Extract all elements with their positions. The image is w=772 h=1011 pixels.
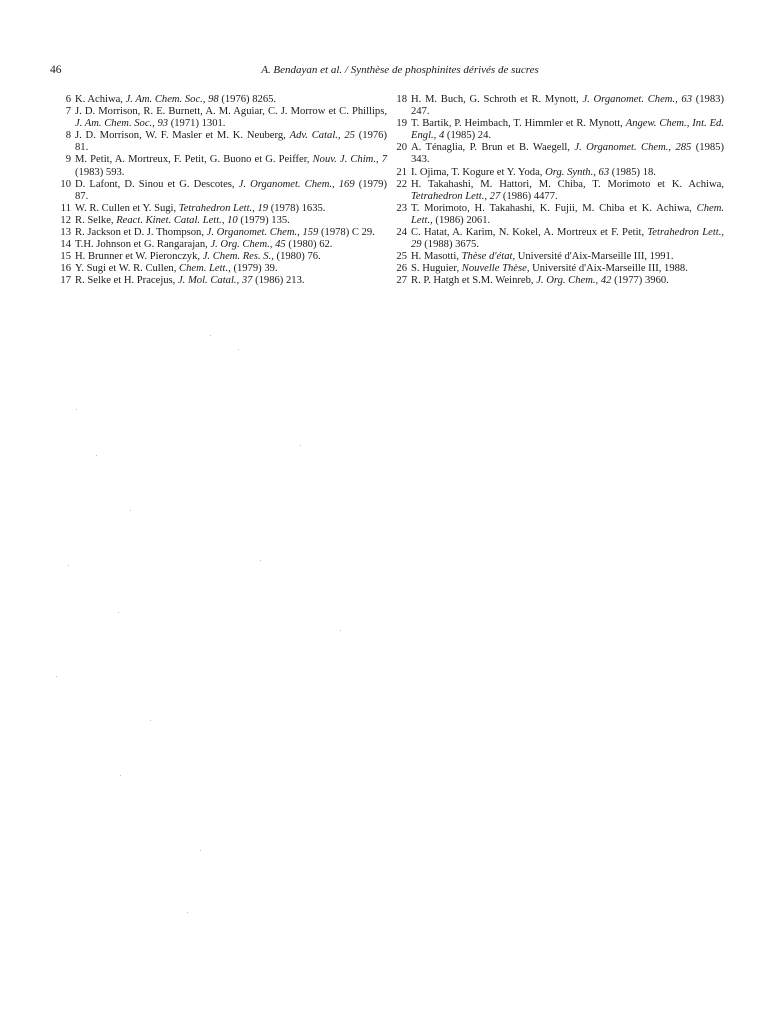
- citation-text: (1980) 76.: [273, 251, 321, 263]
- citation-source: J. Chem. Res. S.,: [202, 251, 274, 263]
- citation-source: Tetrahedron Lett., 27: [411, 190, 501, 202]
- citation-text: K. Achiwa,: [75, 94, 126, 105]
- reference-text: [411, 263, 724, 275]
- citation-text: I. Ojima, T. Kogure et Y. Yoda,: [411, 166, 546, 178]
- scan-speck: [260, 560, 261, 561]
- reference-entry: [388, 179, 724, 203]
- citation-text: H. Masotti,: [411, 251, 462, 263]
- citation-text: (1986) 4477.: [500, 190, 558, 202]
- citation-text: (1988) 3675.: [421, 239, 479, 251]
- reference-number: 13: [60, 227, 71, 239]
- reference-entry: [388, 203, 724, 227]
- reference-text: [411, 251, 724, 263]
- reference-number: 7: [65, 106, 71, 118]
- citation-text: (1985) 343.: [411, 142, 724, 166]
- reference-entry: [388, 142, 724, 166]
- reference-text: [75, 106, 387, 130]
- reference-text: [75, 263, 387, 275]
- citation-text: (1977) 3960.: [611, 275, 669, 287]
- scan-speck: [118, 612, 119, 613]
- citation-source: Thèse d'état: [461, 251, 513, 263]
- reference-text: [75, 130, 387, 154]
- scan-speck: [300, 445, 301, 446]
- citation-text: (1983) 593.: [75, 166, 125, 178]
- reference-entry: [52, 130, 387, 154]
- citation-text: (1986) 213.: [252, 275, 305, 287]
- reference-text: [75, 239, 387, 251]
- reference-text: [411, 142, 724, 166]
- citation-text: (1979) 135.: [237, 214, 290, 226]
- reference-number: 22: [396, 178, 407, 190]
- citation-source: Org. Synth., 63: [545, 166, 610, 178]
- scan-speck: [238, 349, 239, 350]
- reference-entry: [388, 263, 724, 275]
- citation-text: (1983) 247.: [411, 94, 724, 118]
- citation-text: (1985) 24.: [444, 130, 492, 142]
- citation-text: D. Lafont, D. Sinou et G. Descotes,: [75, 178, 239, 190]
- citation-text: T. Morimoto, H. Takahashi, K. Fujii, M. Chiba et K. Achiwa,: [411, 202, 697, 214]
- reference-entry: [388, 275, 724, 287]
- scan-speck: [187, 912, 188, 913]
- reference-text: [75, 251, 387, 263]
- reference-entry: [52, 106, 387, 130]
- reference-text: [75, 179, 387, 203]
- reference-number: 6: [65, 94, 71, 105]
- citation-source: J. Mol. Catal., 37: [177, 275, 253, 287]
- reference-number: 21: [396, 166, 407, 178]
- reference-entry: [388, 227, 724, 251]
- reference-entry: [52, 227, 387, 239]
- citation-source: Chem. Lett.,: [411, 202, 724, 226]
- reference-entry: [388, 167, 724, 179]
- reference-number: 23: [396, 202, 407, 214]
- citation-source: Angew. Chem., Int. Ed. Engl., 4: [411, 118, 724, 142]
- citation-text: (1976) 81.: [75, 130, 387, 154]
- reference-number: 19: [396, 118, 407, 130]
- scan-speck: [120, 775, 121, 776]
- citation-source: Nouvelle Thèse: [461, 263, 527, 275]
- citation-text: T.H. Johnson et G. Rangarajan,: [75, 239, 211, 251]
- citation-text: R. Selke,: [75, 214, 117, 226]
- citation-text: (1971) 1301.: [168, 118, 226, 130]
- citation-text: , Université d'Aix-Marseille III, 1988.: [526, 263, 688, 275]
- citation-text: (1979) 39.: [230, 263, 278, 275]
- reference-number: 18: [396, 94, 407, 105]
- reference-text: [411, 275, 724, 287]
- citation-source: J. Organomet. Chem., 169: [238, 178, 355, 190]
- reference-entry: [52, 251, 387, 263]
- citation-source: Tetrahedron Lett., 29: [411, 227, 724, 251]
- reference-number: 9: [65, 154, 71, 166]
- reference-number: 14: [60, 239, 71, 251]
- citation-text: M. Petit, A. Mortreux, F. Petit, G. Buono et G. Peiffer,: [75, 154, 313, 166]
- reference-text: [75, 94, 387, 106]
- reference-text: [75, 203, 387, 215]
- scan-speck: [340, 630, 341, 631]
- citation-text: J. D. Morrison, W. F. Masler et M. K. Neuberg,: [75, 130, 290, 142]
- citation-source: J. Organomet. Chem., 159: [206, 227, 319, 239]
- reference-text: [75, 154, 387, 178]
- reference-number: 12: [60, 214, 71, 226]
- reference-number: 15: [60, 251, 71, 263]
- citation-source: J. Am. Chem. Soc., 98: [125, 94, 219, 105]
- running-head: A. Bendayan et al. / Synthèse de phosphinites dérivés de sucres: [261, 64, 539, 76]
- citation-text: (1978) 1635.: [268, 202, 326, 214]
- citation-text: (1976) 8265.: [218, 94, 277, 105]
- citation-text: R. Jackson et D. J. Thompson,: [75, 227, 207, 239]
- citation-text: (1985) 18.: [609, 166, 656, 178]
- reference-entry: [52, 275, 387, 287]
- citation-source: Adv. Catal., 25: [289, 130, 355, 142]
- reference-text: [75, 227, 387, 239]
- reference-number: 27: [396, 275, 407, 287]
- reference-text: [411, 167, 724, 179]
- reference-text: [75, 215, 387, 227]
- reference-number: 10: [60, 178, 71, 190]
- reference-text: [411, 203, 724, 227]
- citation-source: J. Org. Chem., 42: [536, 275, 612, 287]
- citation-source: React. Kinet. Catal. Lett., 10: [116, 214, 238, 226]
- reference-entry: [388, 94, 724, 118]
- scan-speck: [68, 565, 69, 566]
- scan-speck: [210, 335, 211, 336]
- citation-source: J. Organomet. Chem., 63: [582, 94, 693, 105]
- reference-number: 24: [396, 227, 407, 239]
- reference-entry: [52, 263, 387, 275]
- scan-speck: [96, 455, 97, 456]
- reference-number: 25: [396, 251, 407, 263]
- references-left-column: [52, 94, 387, 288]
- citation-source: Nouv. J. Chim., 7: [312, 154, 387, 166]
- reference-entry: [52, 215, 387, 227]
- reference-entry: [52, 239, 387, 251]
- citation-text: A. Ténaglia, P. Brun et B. Waegell,: [411, 142, 575, 154]
- scan-speck: [76, 409, 77, 410]
- citation-text: H. M. Buch, G. Schroth et R. Mynott,: [411, 94, 583, 105]
- scan-speck: [200, 850, 201, 851]
- scan-speck: [56, 676, 57, 677]
- reference-number: 26: [396, 263, 407, 275]
- citation-text: T. Bartik, P. Heimbach, T. Himmler et R. Mynott,: [411, 118, 626, 130]
- scan-speck: [150, 720, 151, 721]
- citation-text: R. P. Hatgh et S.M. Weinreb,: [411, 275, 537, 287]
- citation-text: S. Huguier,: [411, 263, 462, 275]
- reference-entry: [388, 251, 724, 263]
- reference-entry: [52, 179, 387, 203]
- citation-text: (1978) C 29.: [318, 227, 375, 239]
- citation-text: (1986) 2061.: [432, 214, 491, 226]
- citation-text: J. D. Morrison, R. E. Burnett, A. M. Aguiar, C. J. Morrow et C. Phillips,: [75, 106, 387, 118]
- citation-text: (1979) 87.: [75, 178, 387, 202]
- citation-text: W. R. Cullen et Y. Sugi,: [75, 202, 179, 214]
- reference-entry: [388, 118, 724, 142]
- reference-number: 11: [60, 202, 71, 214]
- citation-source: J. Am. Chem. Soc., 93: [75, 118, 169, 130]
- reference-number: 17: [60, 275, 71, 287]
- citation-source: J. Org. Chem., 45: [210, 239, 286, 251]
- page-number: 46: [50, 64, 62, 76]
- references-right-column: [388, 94, 724, 288]
- reference-number: 16: [60, 263, 71, 275]
- reference-text: [75, 275, 387, 287]
- citation-text: , Université d'Aix-Marseille III, 1991.: [512, 251, 674, 263]
- reference-text: [411, 118, 724, 142]
- reference-text: [411, 94, 724, 118]
- citation-text: R. Selke et H. Pracejus,: [75, 275, 178, 287]
- citation-source: Tetrahedron Lett., 19: [178, 202, 269, 214]
- citation-text: Y. Sugi et W. R. Cullen,: [75, 263, 179, 275]
- citation-text: H. Takahashi, M. Hattori, M. Chiba, T. Morimoto et K. Achiwa,: [411, 178, 724, 190]
- reference-text: [411, 227, 724, 251]
- scan-speck: [130, 510, 131, 511]
- citation-text: (1980) 62.: [285, 239, 333, 251]
- citation-source: Chem. Lett.,: [179, 263, 231, 275]
- reference-text: [411, 179, 724, 203]
- reference-number: 20: [396, 142, 407, 154]
- reference-number: 8: [65, 130, 71, 142]
- reference-entry: [52, 154, 387, 178]
- reference-entry: [52, 94, 387, 106]
- citation-text: C. Hatat, A. Karim, N. Kokel, A. Mortreux et F. Petit,: [411, 227, 648, 239]
- citation-text: H. Brunner et W. Pieronczyk,: [75, 251, 203, 263]
- citation-source: J. Organomet. Chem., 285: [574, 142, 692, 154]
- reference-entry: [52, 203, 387, 215]
